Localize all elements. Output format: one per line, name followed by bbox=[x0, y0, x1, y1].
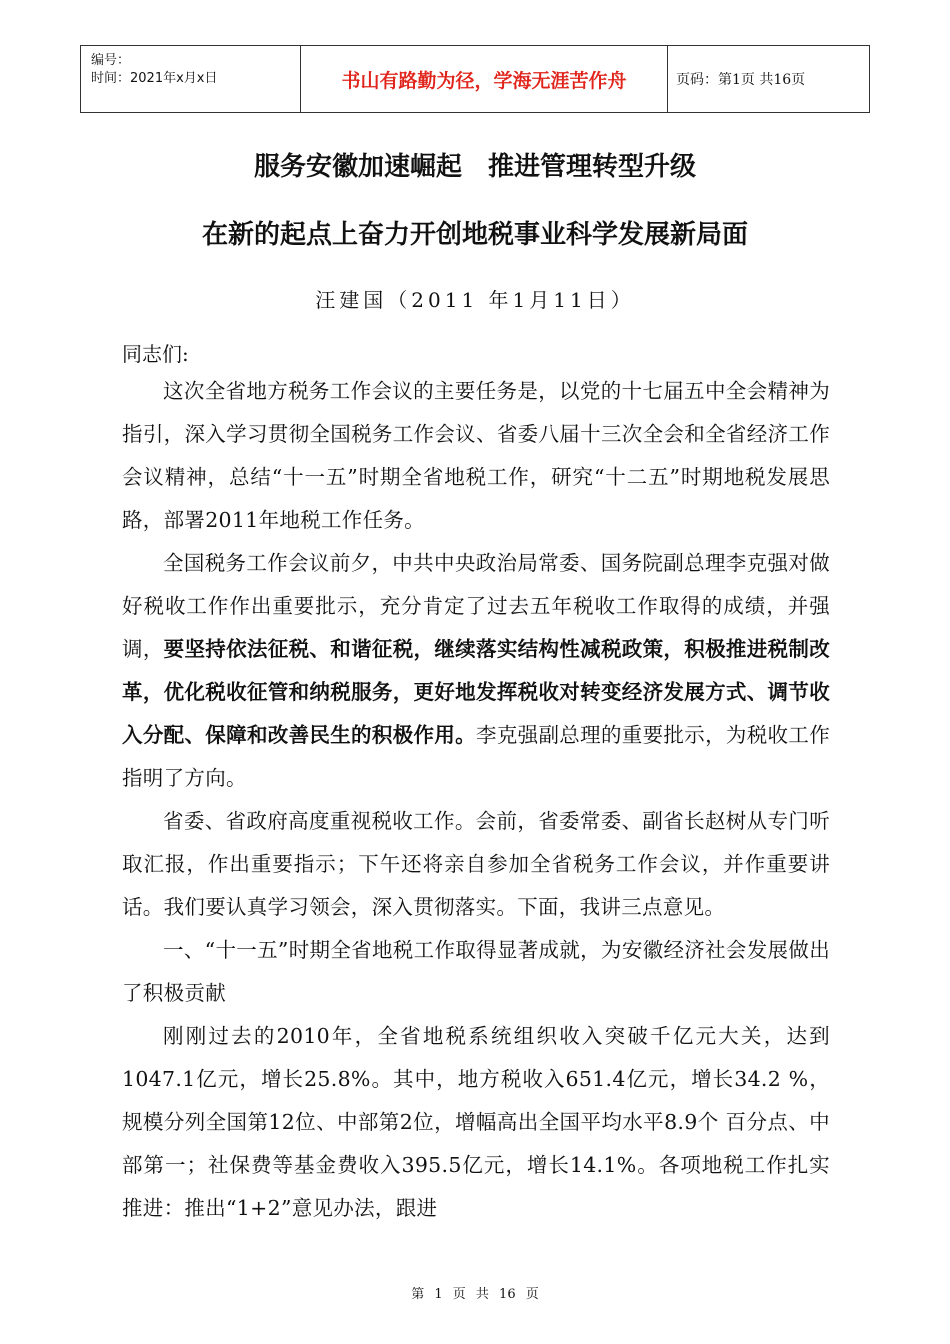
page-footer: 第 1 页 共 16 页 bbox=[411, 1287, 539, 1302]
salutation: 同志们: bbox=[122, 342, 189, 366]
paragraph-1: 这次全省地方税务工作会议的主要任务是，以党的十七届五中全会精神为指引，深入学习贯彻全国税务工作会议、省委八届十三次全会和全省经济工作会议精神，总结“十一五”时期全省地税工作，研究“十二五”时期地税发展思路，部署2011年地税工作任务。 bbox=[122, 379, 830, 532]
header-motto: 书山有路勤为径，学海无涯苦作舟 bbox=[301, 46, 668, 113]
header-page-info: 页码：第1页 共16页 bbox=[668, 46, 870, 113]
paragraph-2 bbox=[122, 542, 830, 800]
document-body bbox=[122, 370, 830, 1230]
document-title-line2: 在新的起点上奋力开创地税事业科学发展新局面 bbox=[201, 220, 748, 250]
paragraph-2-closing: 李克强副总理的重要批示，为税收工作指明了方向。 bbox=[122, 723, 830, 790]
paragraph-5: 刚刚过去的2010年，全省地税系统组织收入突破千亿元大关，达到1047.1亿元，增长25.8%。其中，地方税收入651.4亿元，增长34.2 %，规模分列全国第12位、中部第2位，增幅高出全国平均水平8.9个 百分点、中部第一；社保费等基金费收入395.5亿元，增长14.1%。各项地税工作扎实推进：推出“1+2”意见办法，跟进 bbox=[122, 1024, 830, 1220]
document-title-line1: 服务安徽加速崛起 推进管理转型升级 bbox=[253, 152, 696, 182]
document-number-label: 编号： bbox=[91, 53, 131, 68]
section-heading-1: 一、“十一五”时期全省地税工作取得显著成就，为安徽经济社会发展做出了积极贡献 bbox=[122, 938, 830, 1005]
paragraph-2-intro: 全国税务工作会议前夕，中共中央政治局常委、国务院副总理李克强对做好税收工作作出重要批示，充分肯定了过去五年税收工作取得的成绩，并强调， bbox=[122, 551, 830, 661]
paragraph-2-emphasis: 要坚持依法征税、和谐征税，继续落实结构性减税政策，积极推进税制改革，优化税收征管和纳税服务，更好地发挥税收对转变经济发展方式、调节收入分配、保障和改善民生的积极作用。 bbox=[122, 637, 830, 747]
header-meta-cell bbox=[81, 46, 301, 113]
author-date: 汪建国（2011 年1月11日） bbox=[315, 288, 635, 312]
paragraph-3: 省委、省政府高度重视税收工作。会前，省委常委、副省长赵树从专门听取汇报，作出重要指示；下午还将亲自参加全省税务工作会议，并作重要讲话。我们要认真学习领会，深入贯彻落实。下面，我讲三点意见。 bbox=[122, 809, 830, 919]
header-table bbox=[80, 45, 870, 113]
document-time-label: 时间：2021年x月x日 bbox=[91, 71, 218, 86]
